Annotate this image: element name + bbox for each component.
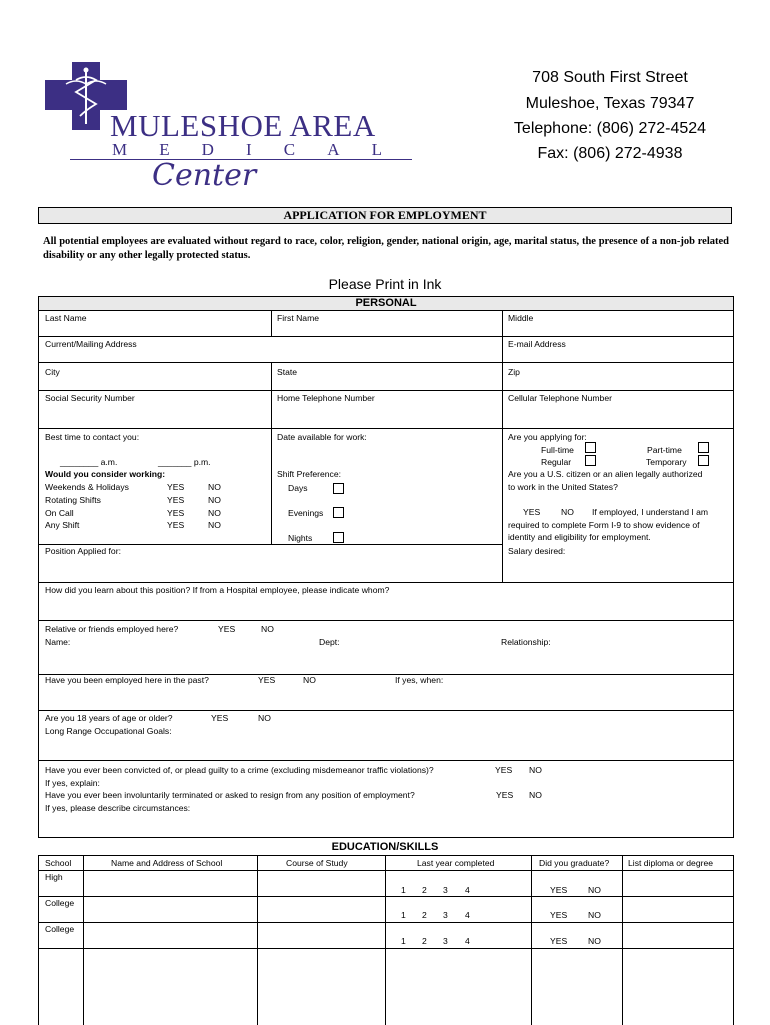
citizen-no[interactable]: NO bbox=[561, 507, 574, 517]
shift-days-checkbox[interactable] bbox=[333, 483, 344, 494]
col-did-you-graduate: Did you graduate? bbox=[539, 858, 610, 868]
full-time-checkbox[interactable] bbox=[585, 442, 596, 453]
i9-note-line3: identity and eligibility for employment. bbox=[508, 532, 651, 542]
year-option[interactable]: 4 bbox=[465, 885, 470, 895]
first-name-label: First Name bbox=[277, 313, 320, 323]
terminated-yes[interactable]: YES bbox=[496, 790, 514, 800]
graduate-yes[interactable]: YES bbox=[550, 910, 568, 920]
convicted-no[interactable]: NO bbox=[529, 765, 542, 775]
regular-checkbox[interactable] bbox=[585, 455, 596, 466]
work-option-yes[interactable]: YES bbox=[167, 482, 185, 492]
best-time-label: Best time to contact you: bbox=[45, 432, 140, 442]
shift-nights-label: Nights bbox=[288, 533, 313, 543]
logo-name: MULESHOE AREA bbox=[110, 108, 376, 143]
address-line1: 708 South First Street bbox=[532, 69, 688, 86]
work-option-label: On Call bbox=[45, 508, 74, 518]
zip-label: Zip bbox=[508, 367, 520, 377]
best-time-am: ________ a.m. bbox=[60, 457, 118, 467]
fax: Fax: (806) 272-4938 bbox=[537, 145, 683, 162]
education-table bbox=[38, 855, 734, 1025]
best-time-pm: _______ p.m. bbox=[158, 457, 211, 467]
long-range-goals-label: Long Range Occupational Goals: bbox=[45, 726, 172, 736]
part-time-label: Part-time bbox=[647, 445, 682, 455]
school-type: College bbox=[45, 898, 75, 908]
col-diploma-degree: List diploma or degree bbox=[628, 858, 714, 868]
relative-name-label: Name: bbox=[45, 637, 71, 647]
city-label: City bbox=[45, 367, 60, 377]
employed-past-label: Have you been employed here in the past? bbox=[45, 675, 209, 685]
year-option[interactable]: 2 bbox=[422, 936, 427, 946]
work-option-label: Any Shift bbox=[45, 520, 80, 530]
personal-form bbox=[38, 310, 734, 838]
school-type: High bbox=[45, 872, 63, 882]
ssn-label: Social Security Number bbox=[45, 393, 135, 403]
temporary-checkbox[interactable] bbox=[698, 455, 709, 466]
form-title: APPLICATION FOR EMPLOYMENT bbox=[38, 207, 732, 224]
regular-label: Regular bbox=[541, 457, 572, 467]
salary-desired-label: Salary desired: bbox=[508, 546, 566, 556]
shift-preference-label: Shift Preference: bbox=[277, 469, 342, 479]
year-option[interactable]: 3 bbox=[443, 885, 448, 895]
consider-working-label: Would you consider working: bbox=[45, 469, 166, 479]
graduate-yes[interactable]: YES bbox=[550, 936, 568, 946]
graduate-no[interactable]: NO bbox=[588, 910, 601, 920]
if-yes-explain-label: If yes, explain: bbox=[45, 778, 100, 788]
shift-evenings-label: Evenings bbox=[288, 508, 324, 518]
age-18-label: Are you 18 years of age or older? bbox=[45, 713, 173, 723]
telephone: Telephone: (806) 272-4524 bbox=[513, 120, 707, 137]
email-label: E-mail Address bbox=[508, 339, 566, 349]
year-option[interactable]: 1 bbox=[401, 936, 406, 946]
graduate-no[interactable]: NO bbox=[588, 885, 601, 895]
col-school-name-address: Name and Address of School bbox=[111, 858, 223, 868]
year-option[interactable]: 1 bbox=[401, 885, 406, 895]
employed-past-yes[interactable]: YES bbox=[258, 675, 276, 685]
work-option-yes[interactable]: YES bbox=[167, 495, 185, 505]
citizen-question-2: to work in the United States? bbox=[508, 482, 618, 492]
position-applied-label: Position Applied for: bbox=[45, 546, 121, 556]
applying-for-label: Are you applying for: bbox=[508, 432, 587, 442]
shift-days-label: Days bbox=[288, 483, 308, 493]
equal-opportunity-statement: All potential employees are evaluated without regard to race, color, religion, gender, national origin, age, marital status, the presence of a non-job related disability or any other legally protected status. bbox=[43, 236, 729, 261]
relative-yes[interactable]: YES bbox=[218, 624, 236, 634]
terminated-question: Have you ever been involuntarily terminated or asked to resign from any position of employment? bbox=[45, 790, 415, 800]
shift-evenings-checkbox[interactable] bbox=[333, 507, 344, 518]
shift-nights-checkbox[interactable] bbox=[333, 532, 344, 543]
year-option[interactable]: 3 bbox=[443, 910, 448, 920]
terminated-no[interactable]: NO bbox=[529, 790, 542, 800]
mailing-address-label: Current/Mailing Address bbox=[45, 339, 137, 349]
full-time-label: Full-time bbox=[541, 445, 574, 455]
how-learn-label: How did you learn about this position? If from a Hospital employee, please indicate whom? bbox=[45, 585, 390, 595]
citizen-yes[interactable]: YES bbox=[523, 507, 541, 517]
col-school: School bbox=[45, 858, 72, 868]
convicted-question: Have you ever been convicted of, or plead guilty to a crime (excluding misdemeanor traffic violations)? bbox=[45, 765, 434, 775]
logo-center-script: Center bbox=[152, 158, 257, 193]
col-course-of-study: Course of Study bbox=[286, 858, 348, 868]
year-option[interactable]: 1 bbox=[401, 910, 406, 920]
home-phone-label: Home Telephone Number bbox=[277, 393, 375, 403]
i9-note-line1: If employed, I understand I am bbox=[592, 507, 709, 517]
work-option-no[interactable]: NO bbox=[208, 508, 221, 518]
print-in-ink-note: Please Print in Ink bbox=[328, 276, 442, 292]
graduate-yes[interactable]: YES bbox=[550, 885, 568, 895]
graduate-no[interactable]: NO bbox=[588, 936, 601, 946]
work-option-yes[interactable]: YES bbox=[167, 508, 185, 518]
cell-phone-label: Cellular Telephone Number bbox=[508, 393, 612, 403]
relative-dept-label: Dept: bbox=[319, 637, 340, 647]
school-type: College bbox=[45, 924, 75, 934]
date-available-label: Date available for work: bbox=[277, 432, 367, 442]
year-option[interactable]: 2 bbox=[422, 885, 427, 895]
year-option[interactable]: 4 bbox=[465, 936, 470, 946]
employed-past-no[interactable]: NO bbox=[303, 675, 316, 685]
citizen-question: Are you a U.S. citizen or an alien legally authorized bbox=[508, 469, 703, 479]
part-time-checkbox[interactable] bbox=[698, 442, 709, 453]
work-option-label: Weekends & Holidays bbox=[45, 482, 129, 492]
temporary-label: Temporary bbox=[646, 457, 687, 467]
middle-name-label: Middle bbox=[508, 313, 534, 323]
personal-heading: PERSONAL bbox=[38, 296, 734, 311]
col-last-year-completed: Last year completed bbox=[417, 858, 495, 868]
relative-employed-label: Relative or friends employed here? bbox=[45, 624, 179, 634]
state-label: State bbox=[277, 367, 298, 377]
relationship-label: Relationship: bbox=[501, 637, 551, 647]
relative-no[interactable]: NO bbox=[261, 624, 274, 634]
logo-medical: M E D I C A L bbox=[112, 140, 382, 159]
address-line2: Muleshoe, Texas 79347 bbox=[525, 95, 695, 112]
year-option[interactable]: 3 bbox=[443, 936, 448, 946]
if-yes-when-label: If yes, when: bbox=[395, 675, 444, 685]
describe-circumstances-label: If yes, please describe circumstances: bbox=[45, 803, 191, 813]
last-name-label: Last Name bbox=[45, 313, 87, 323]
work-option-yes[interactable]: YES bbox=[167, 520, 185, 530]
age-18-no[interactable]: NO bbox=[258, 713, 271, 723]
convicted-yes[interactable]: YES bbox=[495, 765, 513, 775]
work-option-no[interactable]: NO bbox=[208, 495, 221, 505]
education-heading: EDUCATION/SKILLS bbox=[331, 841, 439, 853]
year-option[interactable]: 2 bbox=[422, 910, 427, 920]
work-option-label: Rotating Shifts bbox=[45, 495, 101, 505]
age-18-yes[interactable]: YES bbox=[211, 713, 229, 723]
work-option-no[interactable]: NO bbox=[208, 520, 221, 530]
i9-note-line2: required to complete Form I-9 to show evidence of bbox=[508, 520, 700, 530]
year-option[interactable]: 4 bbox=[465, 910, 470, 920]
work-option-no[interactable]: NO bbox=[208, 482, 221, 492]
